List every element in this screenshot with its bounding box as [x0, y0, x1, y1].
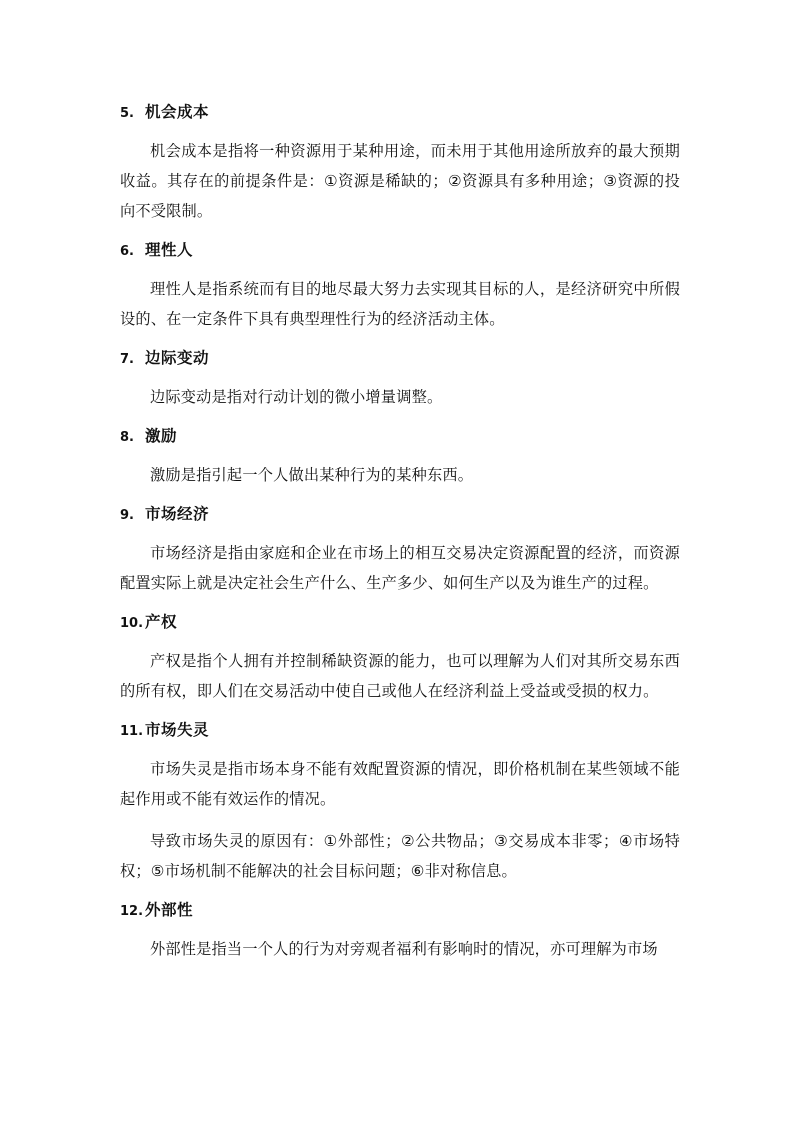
paragraph: 机会成本是指将一种资源用于某种用途，而未用于其他用途所放弃的最大预期收益。其存在的前提条件是：①资源是稀缺的；②资源具有多种用途；③资源的投向不受限制。	[120, 142, 680, 220]
section-number: 10.	[120, 616, 144, 631]
paragraph: 产权是指个人拥有并控制稀缺资源的能力，也可以理解为人们对其所交易东西的所有权，即人们在交易活动中使自己或他人在经济利益上受益或受损的权力。	[120, 652, 680, 700]
section-number: 12.	[120, 904, 144, 919]
section-title: 市场经济	[145, 505, 210, 523]
section-number: 8.	[120, 430, 134, 445]
paragraph: 市场经济是指由家庭和企业在市场上的相互交易决定资源配置的经济，而资源配置实际上就是决定社会生产什么、生产多少、如何生产以及为谁生产的过程。	[120, 544, 680, 592]
section-heading	[120, 502, 680, 526]
section-heading	[120, 100, 680, 124]
paragraph: 市场失灵是指市场本身不能有效配置资源的情况，即价格机制在某些领域不能起作用或不能有效运作的情况。	[120, 760, 680, 808]
section-7	[120, 346, 680, 412]
paragraph: 导致市场失灵的原因有：①外部性；②公共物品；③交易成本非零；④市场特权；⑤市场机制不能解决的社会目标问题；⑥非对称信息。	[120, 832, 680, 880]
section-heading	[120, 610, 680, 634]
section-5	[120, 100, 680, 226]
paragraph: 边际变动是指对行动计划的微小增量调整。	[150, 388, 443, 406]
section-title: 激励	[145, 427, 178, 445]
section-11	[120, 718, 680, 886]
section-title: 市场失灵	[145, 721, 210, 739]
section-12	[120, 898, 680, 964]
section-heading	[120, 424, 680, 448]
section-heading	[120, 238, 680, 262]
section-title: 理性人	[145, 241, 194, 259]
section-number: 9.	[120, 508, 134, 523]
section-title: 外部性	[145, 901, 194, 919]
section-number: 5.	[120, 106, 134, 121]
section-heading	[120, 346, 680, 370]
section-6	[120, 238, 680, 334]
section-10	[120, 610, 680, 706]
paragraph: 理性人是指系统而有目的地尽最大努力去实现其目标的人，是经济研究中所假设的、在一定条件下具有典型理性行为的经济活动主体。	[120, 280, 680, 328]
document-content	[120, 100, 680, 976]
section-8	[120, 424, 680, 490]
section-heading	[120, 718, 680, 742]
section-number: 7.	[120, 352, 134, 367]
section-number: 6.	[120, 244, 134, 259]
section-9	[120, 502, 680, 598]
paragraph: 外部性是指当一个人的行为对旁观者福利有影响时的情况，亦可理解为市场	[150, 940, 658, 958]
section-number: 11.	[120, 724, 144, 739]
section-title: 机会成本	[145, 103, 210, 121]
section-heading	[120, 898, 680, 922]
section-title: 边际变动	[145, 349, 210, 367]
section-title: 产权	[145, 613, 178, 631]
paragraph: 激励是指引起一个人做出某种行为的某种东西。	[150, 466, 474, 484]
